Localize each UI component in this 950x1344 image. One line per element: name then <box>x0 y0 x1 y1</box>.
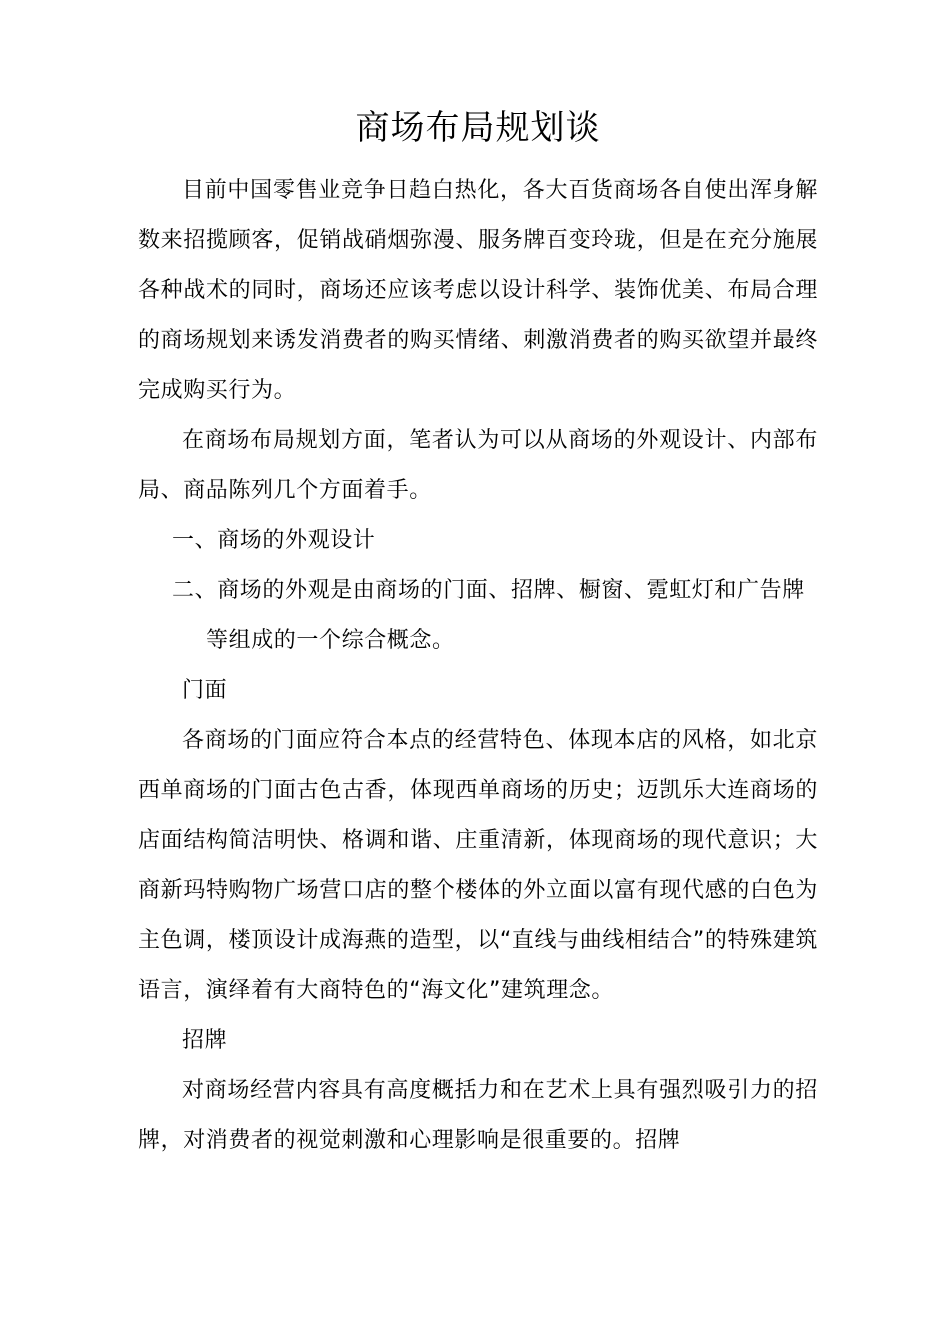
section-item-exterior-definition: 二、商场的外观是由商场的门面、招牌、橱窗、霓虹灯和广告牌等组成的一个综合概念。 <box>172 578 805 653</box>
signboard-paragraph: 对商场经营内容具有高度概括力和在艺术上具有强烈吸引力的招牌，对消费者的视觉刺激和心理影响是很重要的。招牌 <box>138 1078 818 1153</box>
storefront-paragraph: 各商场的门面应符合本点的经营特色、体现本店的风格，如北京西单商场的门面古色古香，体现西单商场的历史；迈凯乐大连商场的店面结构简洁明快、格调和谐、庄重清新，体现商场的现代意识；大商新玛特购物广场营口店的整个楼体的外立面以富有现代感的白色为主色调，楼顶设计成海燕的造型，以“直线与曲线相结合”的特殊建筑语言，演绎着有大商特色的“海文化”建筑理念。 <box>138 728 818 1003</box>
document-page <box>138 100 818 1166</box>
section-heading-exterior: 一、商场的外观设计 <box>172 528 376 553</box>
subheading-storefront: 门面 <box>182 678 228 703</box>
approach-paragraph: 在商场布局规划方面，笔者认为可以从商场的外观设计、内部布局、商品陈列几个方面着手。 <box>138 428 818 503</box>
intro-paragraph: 目前中国零售业竞争日趋白热化，各大百货商场各自使出浑身解数来招揽顾客，促销战硝烟弥漫、服务牌百变玲珑，但是在充分施展各种战术的同时，商场还应该考虑以设计科学、装饰优美、布局合理的商场规划来诱发消费者的购买情绪、刺激消费者的购买欲望并最终完成购买行为。 <box>138 178 818 403</box>
subheading-signboard: 招牌 <box>182 1028 228 1053</box>
document-title: 商场布局规划谈 <box>355 108 601 148</box>
